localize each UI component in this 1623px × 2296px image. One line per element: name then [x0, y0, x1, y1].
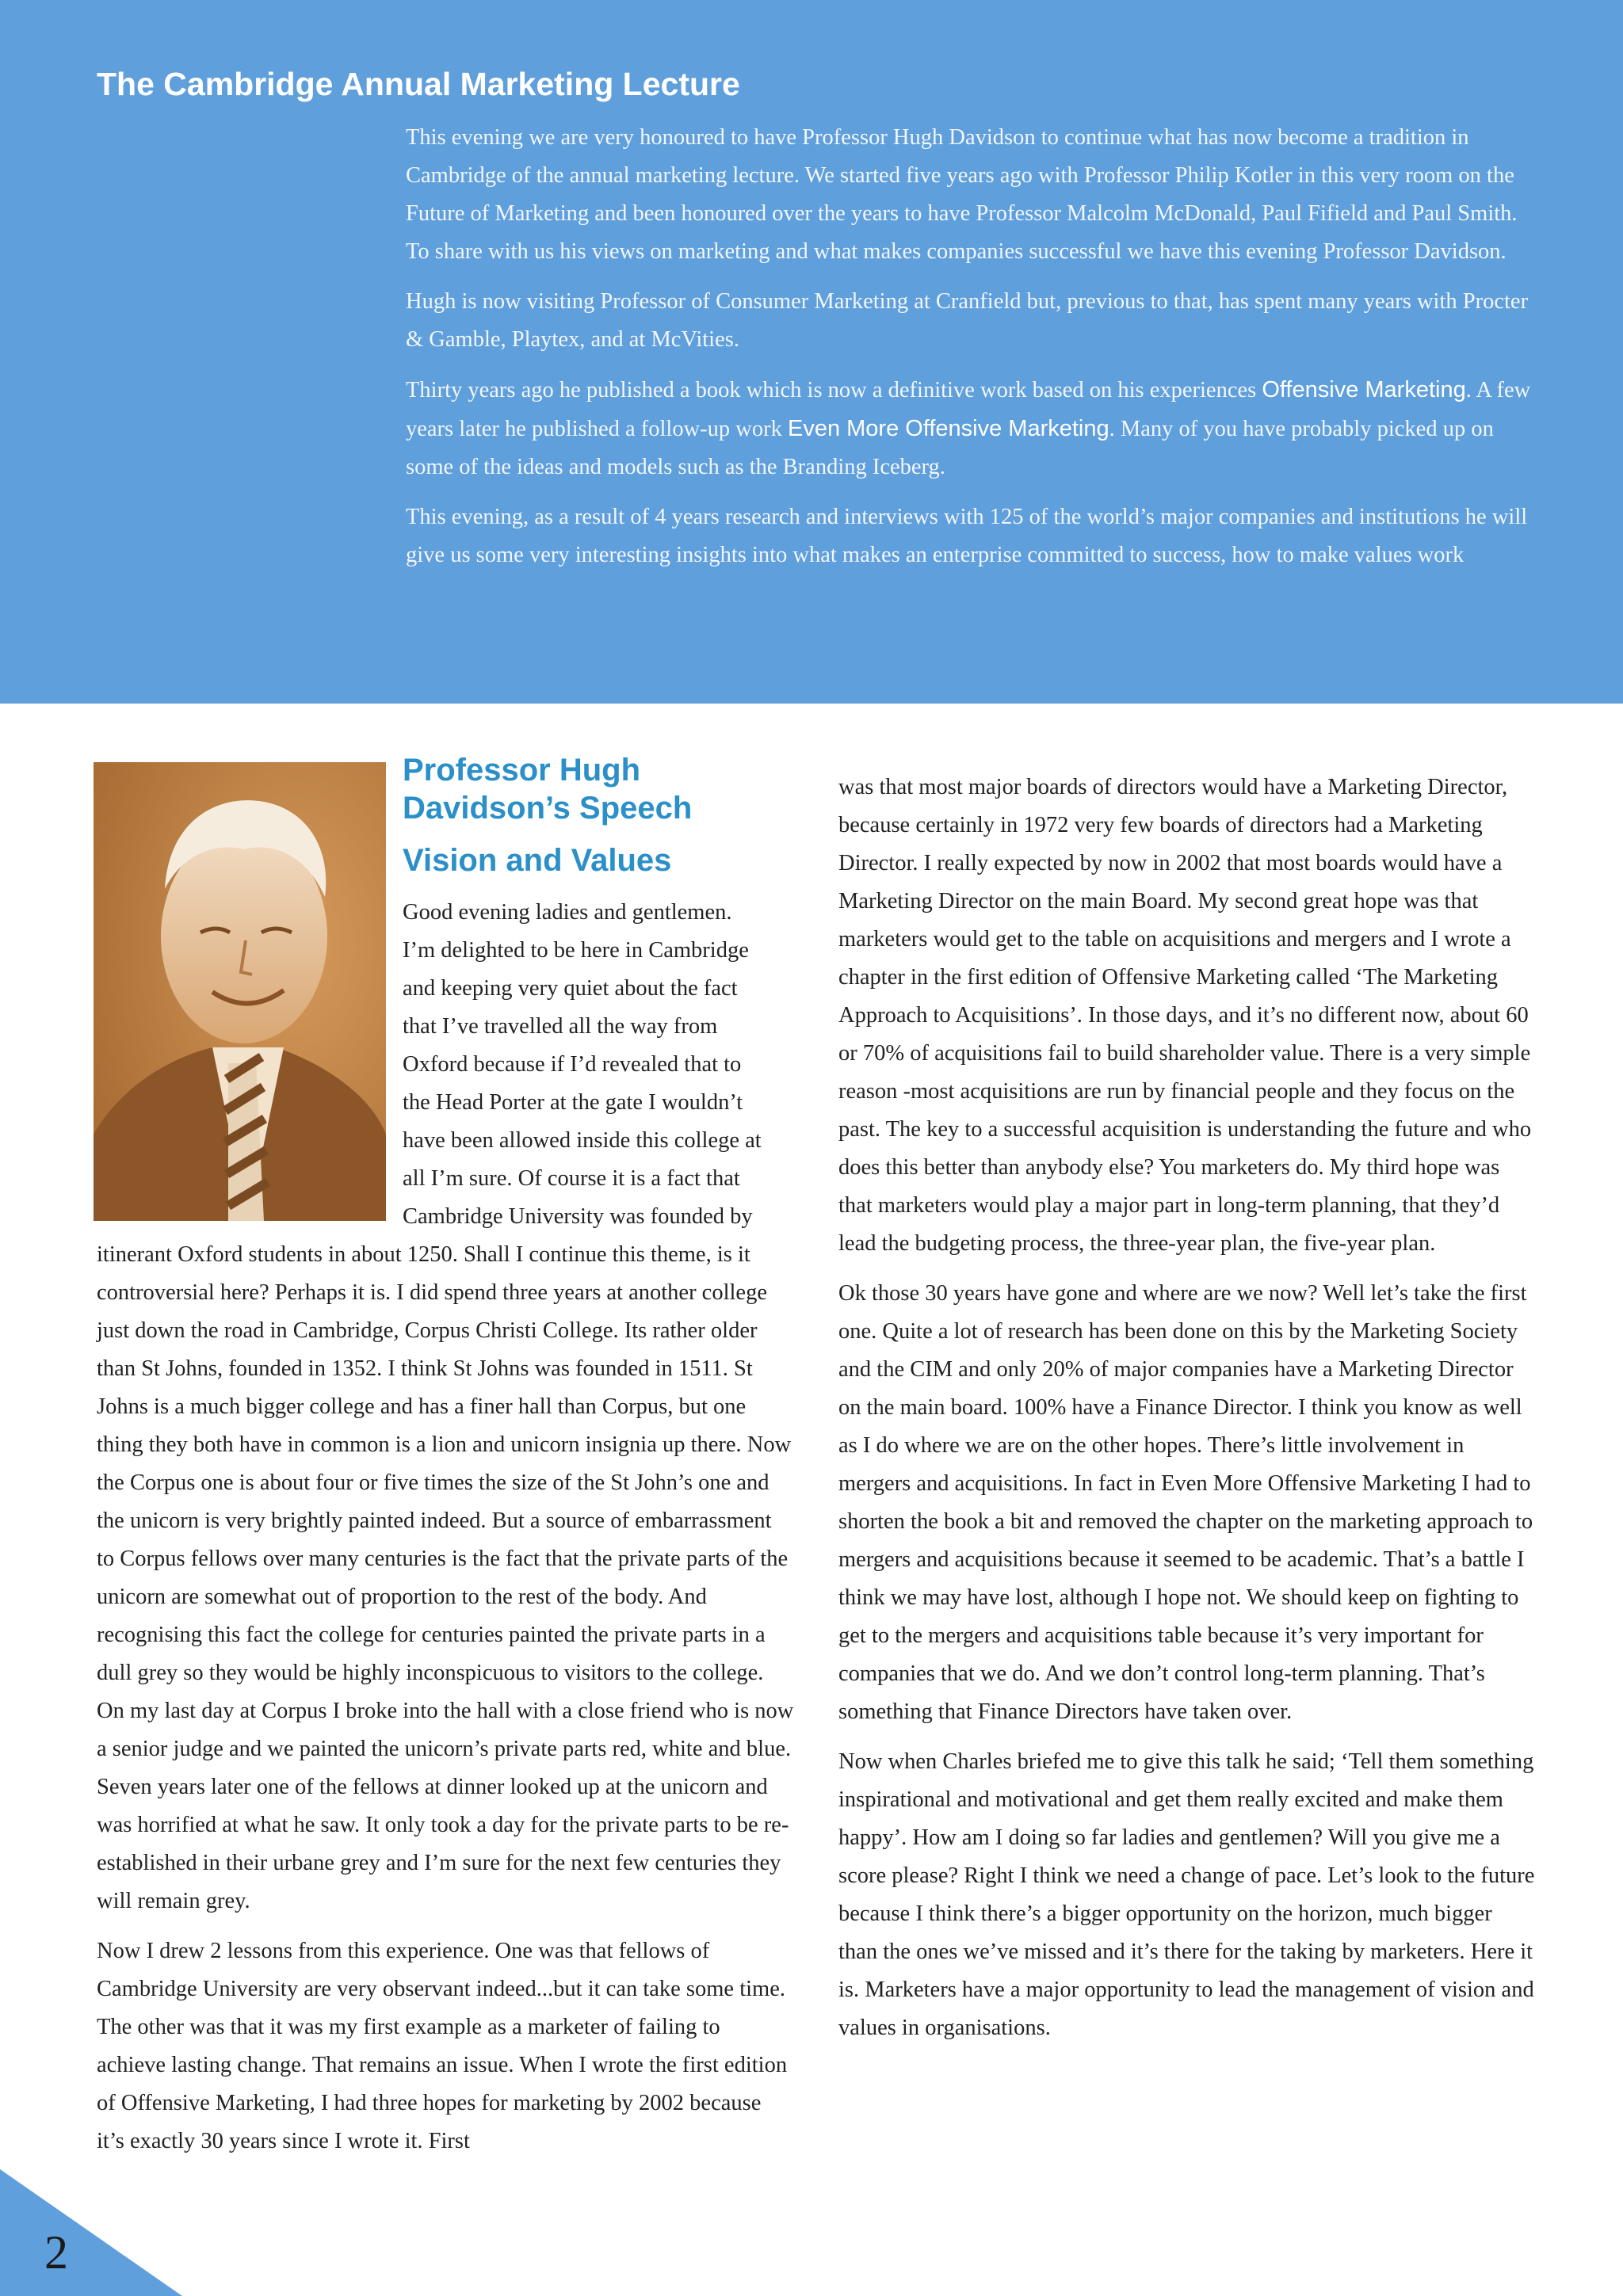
speech-opening-wrapped: [97, 894, 794, 1236]
book-title-even-more-offensive-marketing: Even More Offensive Marketing: [787, 416, 1109, 441]
speech-title: Professor Hugh Davidson’s Speech: [403, 753, 693, 826]
opening-line: Cambridge University was founded by: [403, 1204, 753, 1229]
opening-line: that I’ve travelled all the way from: [403, 1014, 718, 1039]
intro-paragraph-3: Hugh is now visiting Professor of Consumer Marketing at Cranfield but, previous to that, has spent many years with Procter & Gamble, Playtex, and at McVities.: [406, 289, 1529, 352]
book-title-offensive-marketing: Offensive Marketing: [1262, 377, 1466, 402]
opening-line: Oxford because if I’d revealed that to: [403, 1052, 742, 1077]
intro-p4-text-a: Thirty years ago he published a book which is now a definitive work based on his experiences: [406, 378, 1262, 402]
right-text-column: [838, 769, 1536, 2059]
speech-paragraph-three-hopes: was that most major boards of directors would have a Marketing Director, because certainly in 1972 very few boards of directors had a Marketing Director. I really expected by now in 2002 that most boards would have a Marketing Director on the main Board. My second great hope was that marketers would get to the table on acquisitions and mergers and I wrote a chapter in the first edition of Offensive Marketing called ‘The Marketing Approach to Acquisitions’. In those days, and it’s no different now, about 60 or 70% of acquisitions fail to build shareholder value. There is a very simple reason -most acquisitions are run by financial people and they focus on the past. The key to a successful acquisition is understanding the future and who does this better than anybody else? You marketers do. My third hope was that marketers would play a major part in long-term planning, that they’d lead the budgeting process, the three-year plan, the five-year plan.: [838, 775, 1532, 1256]
opening-line: all I’m sure. Of course it is a fact that: [403, 1166, 740, 1191]
speech-subtitle: Vision and Values: [403, 843, 672, 878]
intro-paragraph-2: To share with us his views on marketing and what makes companies successful we have this evening Professor Davidson.: [406, 239, 1507, 264]
intro-paragraph-1: This evening we are very honoured to have Professor Hugh Davidson to continue what has now become a tradition in Cambridge of the annual marketing lecture. We started five years ago with Professor Philip Kotler in this very room on the Future of Marketing and been honoured over the years to have Professor Malcolm McDonald, Paul Fifield and Paul Smith.: [406, 125, 1518, 226]
speech-paragraph-lessons: Now I drew 2 lessons from this experience. One was that fellows of Cambridge University are very observant indeed...but it can take some time. The other was that it was my first example as a marketer of failing to achieve lasting change. That remains an issue. When I wrote the first edition of Offensive Marketing, I had three hopes for marketing by 2002 because it’s exactly 30 years since I wrote it. First: [97, 1939, 788, 2153]
page-corner-triangle: [0, 2169, 182, 2296]
speech-paragraph-corpus-christi: itinerant Oxford students in about 1250. Shall I continue this theme, is it controversial here? Perhaps it is. I did spend three years at another college just down the road in Cambridge, Corpus Christi College. Its rather older than St Johns, founded in 1352. I think St Johns was founded in 1511. St Johns is a much bigger college and has a finer hall than Corpus, but one thing they both have in common is a lion and unicorn insignia up there. Now the Corpus one is about four or five times the size of the St John’s one and the unicorn is very brightly painted indeed. But a source of embarrassment to Corpus fellows over many centuries is the fact that the private parts of the unicorn are somewhat out of proportion to the rest of the body. And recognising this fact the college for centuries painted the private parts in a dull grey so they would be highly inconspicuous to visitors to the college. On my last day at Corpus I broke into the hall with a close friend who is now a senior judge and we painted the unicorn’s private parts red, white and blue. Seven years later one of the fellows at dinner looked up at the unicorn and was horrified at what he saw. It only took a day for the private parts to be re-established in their urbane grey and I’m sure for the next few centuries they will remain grey.: [97, 1242, 794, 1913]
speech-paragraph-opportunity: Now when Charles briefed me to give this talk he said; ‘Tell them something inspirational and motivational and get them really excited and make them happy’. How am I doing so far ladies and gentlemen? Will you give me a score please? Right I think we need a change of pace. Let’s look to the future because I think there’s a bigger opportunity on the horizon, much bigger than the ones we’ve missed and it’s there for the taking by marketers. Here it is. Marketers have a major opportunity to lead the management of vision and values in organisations.: [838, 1749, 1535, 2040]
speech-paragraph-where-now: Ok those 30 years have gone and where are we now? Well let’s take the first one. Quite a lot of research has been done on this by the Marketing Society and the CIM and only 20% of major companies have a Marketing Director on the main board. 100% have a Finance Director. I think you know as well as I do where we are on the other hopes. There’s little involvement in mergers and acquisitions. In fact in Even More Offensive Marketing I had to shorten the book a bit and removed the chapter on the marketing approach to mergers and acquisitions because it seemed to be academic. That’s a battle I think we may have lost, although I hope not. We should keep on fighting to get to the mergers and acquisitions table because it’s very important for companies that we do. And we don’t control long-term planning. That’s something that Finance Directors have taken over.: [838, 1281, 1533, 1724]
intro-p4-text-c: . Many of you have probably picked up on some of the ideas and models such as the Branding Iceberg.: [406, 417, 1494, 479]
opening-line: I’m delighted to be here in Cambridge: [403, 938, 749, 963]
intro-p4-text-b: . A few years later he published a follow-up work: [406, 378, 1531, 441]
opening-line: and keeping very quiet about the fact: [403, 976, 738, 1001]
opening-line: have been allowed inside this college at: [403, 1128, 762, 1153]
opening-line: Good evening ladies and gentlemen.: [403, 900, 732, 925]
intro-paragraph-4: [406, 371, 1531, 486]
left-text-column: [97, 894, 794, 2172]
lecture-title: The Cambridge Annual Marketing Lecture: [97, 66, 740, 102]
header-banner: [0, 0, 1623, 704]
intro-paragraph-5: This evening, as a result of 4 years research and interviews with 125 of the world’s major companies and institutions he will give us some very interesting insights into what makes an enterprise committed to success, how to make values work: [406, 505, 1528, 567]
banner-introduction: [406, 119, 1531, 586]
opening-line: the Head Porter at the gate I wouldn’t: [403, 1090, 743, 1115]
page-number: 2: [44, 2226, 68, 2279]
